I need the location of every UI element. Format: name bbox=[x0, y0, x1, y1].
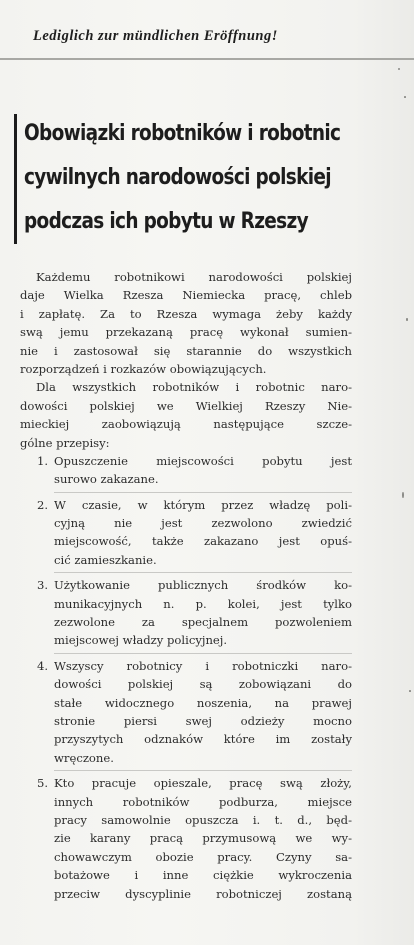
rule-line: cyjną nie jest zezwolono zwiedzić bbox=[54, 516, 352, 531]
intro-line: swą jemu przekazaną pracę wykonał sumien- bbox=[20, 325, 352, 340]
rule-line: W czasie, w którym przez władzę poli- bbox=[54, 497, 352, 512]
intro-line: i zapłatę. Za to Rzesza wymaga żeby każdy bbox=[20, 306, 352, 321]
rule-number: 1. bbox=[37, 453, 49, 468]
rule-line: botażowe i inne ciężkie wykroczenia bbox=[54, 868, 352, 883]
rule-line: stałe widocznego noszenia, na prawej bbox=[54, 695, 352, 710]
rule-item-5 bbox=[20, 774, 352, 903]
rule-line: Użytkowanie publicznych środków ko- bbox=[54, 578, 352, 593]
rule-line: chowawczym obozie pracy. Czyny sa- bbox=[54, 849, 352, 864]
rule-number: 4. bbox=[37, 658, 49, 673]
rule-item-2 bbox=[20, 496, 352, 570]
rule-separator bbox=[54, 492, 352, 493]
intro-line: Każdemu robotnikowi narodowości polskiej bbox=[36, 270, 352, 284]
intro-line: daje Wielka Rzesza Niemiecka pracę, chleb bbox=[20, 288, 352, 303]
rule-number: 2. bbox=[37, 497, 49, 512]
rule-line: miejscowej władzy policyjnej. bbox=[54, 633, 228, 648]
rule-line: zie karany pracą przymusową we wy- bbox=[54, 831, 352, 846]
rule-number: 3. bbox=[37, 578, 49, 593]
rule-line: innych robotników podburza, miejsce bbox=[54, 794, 352, 809]
preamble-paragraph bbox=[20, 378, 352, 452]
rule-separator bbox=[54, 770, 352, 771]
rule-line: stronie piersi swej odzieży mocno bbox=[54, 713, 352, 728]
rule-line: Wszyscy robotnicy i robotniczki naro- bbox=[54, 658, 352, 673]
rule-number: 5. bbox=[37, 776, 49, 791]
rules-list bbox=[20, 452, 352, 903]
preamble-line: dowości polskiej we Wielkiej Rzeszy Nie- bbox=[20, 398, 352, 413]
rule-item-4 bbox=[20, 657, 352, 767]
preamble-line: Dla wszystkich robotników i robotnic naro- bbox=[36, 380, 352, 395]
paper-speck bbox=[409, 690, 411, 692]
paper-speck bbox=[402, 492, 404, 498]
intro-paragraph bbox=[20, 268, 352, 378]
title-line-3: podczas ich pobytu w Rzeszy bbox=[24, 209, 308, 234]
title-side-rule bbox=[14, 114, 17, 244]
document-body bbox=[20, 268, 352, 903]
rule-line: munikacyjnych n. p. kolei, jest tylko bbox=[54, 596, 352, 611]
oral-notice-heading: Lediglich zur mündlichen Eröffnung! bbox=[33, 28, 278, 44]
rule-line: dowości polskiej są zobowiązani do bbox=[54, 677, 352, 692]
header-divider bbox=[0, 58, 414, 60]
rule-line: cić zamieszkanie. bbox=[54, 552, 157, 567]
intro-line: nie i zastosował się starannie do wszystkich bbox=[20, 343, 352, 358]
title-line-2: cywilnych narodowości polskiej bbox=[24, 165, 331, 190]
rule-line: wręczone. bbox=[54, 750, 114, 765]
title-block bbox=[14, 112, 354, 250]
paper-speck bbox=[398, 68, 400, 70]
rule-line: przeciw dyscyplinie robotniczej zostaną bbox=[54, 886, 352, 901]
rule-line: pracy samowolnie opuszcza i. t. d., będ- bbox=[54, 812, 352, 827]
preamble-line: gólne przepisy: bbox=[20, 435, 110, 450]
rule-item-1 bbox=[20, 452, 352, 489]
paper-speck bbox=[404, 96, 406, 98]
rule-line: Opuszczenie miejscowości pobytu jest bbox=[54, 453, 352, 468]
rule-item-3 bbox=[20, 576, 352, 650]
rule-line: zezwolone za specjalnem pozwoleniem bbox=[54, 615, 352, 630]
preamble-line: mieckiej zaobowiązują następujące szcze- bbox=[20, 417, 352, 432]
document-title bbox=[24, 112, 341, 244]
rule-line: surowo zakazane. bbox=[54, 472, 159, 487]
rule-separator bbox=[54, 653, 352, 654]
rule-line: Kto pracuje opieszale, pracę swą złoży, bbox=[54, 776, 352, 791]
rule-line: przyszytych odznaków które im zostały bbox=[54, 732, 352, 747]
paper-speck bbox=[406, 318, 408, 321]
rule-separator bbox=[54, 572, 352, 573]
title-line-1: Obowiązki robotników i robotnic bbox=[24, 121, 341, 146]
intro-line: rozporządzeń i rozkazów obowiązujących. bbox=[20, 361, 267, 376]
rule-line: miejscowość, także zakazano jest opuś- bbox=[54, 534, 352, 549]
